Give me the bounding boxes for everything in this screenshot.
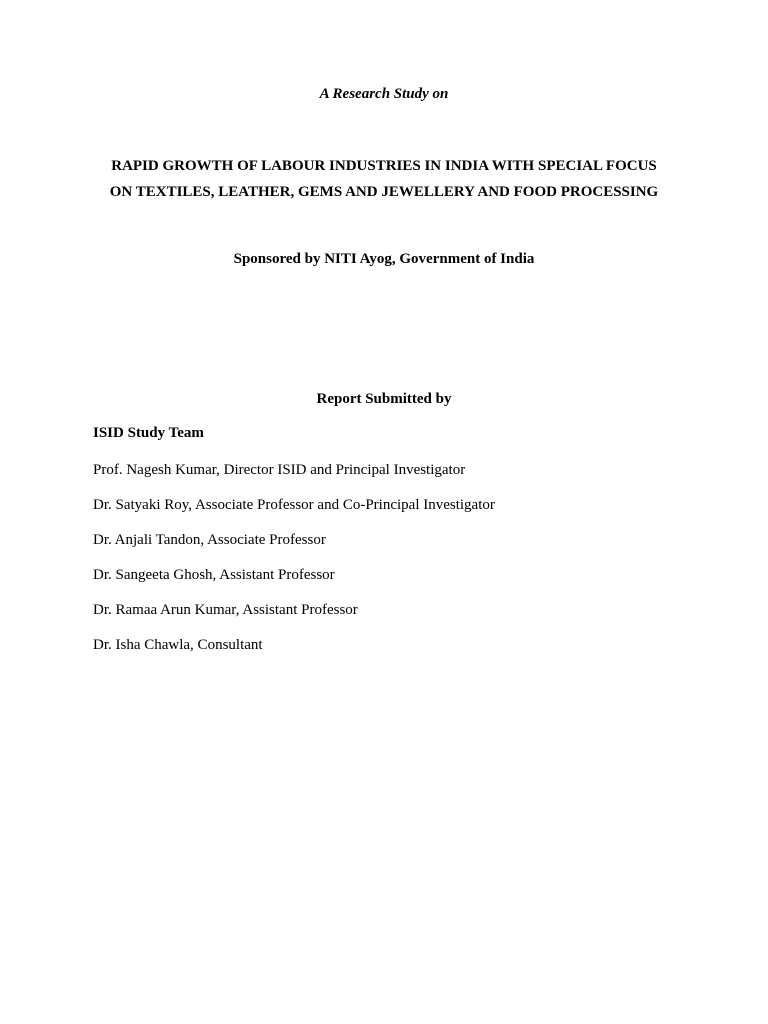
team-member: Dr. Ramaa Arun Kumar, Assistant Professor [93, 602, 358, 618]
team-member-list [93, 460, 495, 670]
team-member: Dr. Satyaki Roy, Associate Professor and Co-Principal Investigator [93, 497, 495, 513]
report-title [0, 153, 768, 205]
team-member: Dr. Sangeeta Ghosh, Assistant Professor [93, 567, 335, 583]
title-line-2: ON TEXTILES, LEATHER, GEMS AND JEWELLERY AND FOOD PROCESSING [109, 184, 659, 200]
submitted-by-heading: Report Submitted by [316, 391, 452, 407]
team-member: Prof. Nagesh Kumar, Director ISID and Principal Investigator [93, 462, 466, 478]
title-line-1: RAPID GROWTH OF LABOUR INDUSTRIES IN INDIA WITH SPECIAL FOCUS [111, 158, 657, 174]
sponsor-line: Sponsored by NITI Ayog, Government of India [233, 251, 535, 267]
team-member: Dr. Anjali Tandon, Associate Professor [93, 532, 326, 548]
intro-line: A Research Study on [319, 86, 449, 102]
team-member: Dr. Isha Chawla, Consultant [93, 637, 263, 653]
team-heading: ISID Study Team [93, 425, 204, 441]
